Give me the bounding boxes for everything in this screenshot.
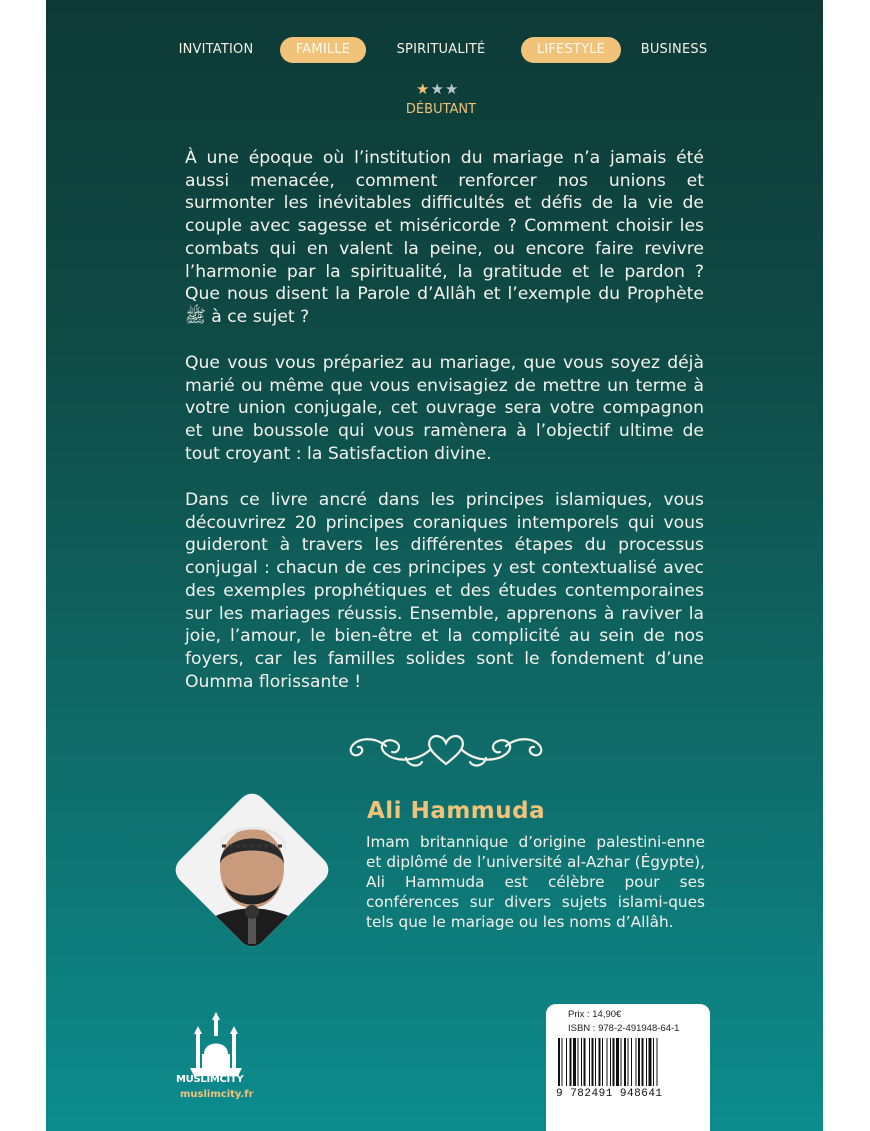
publisher-name: MUSLIMCITY xyxy=(176,1074,244,1085)
description-paragraph-2: Que vous vous prépariez au mariage, que vous soyez déjà marié ou même que vous envisagiez de mettre un terme à votre union conjugale, cet ouvrage sera votre compagnon et une boussole qui vous ramènera à l’objectif ultime de tout croyant : la Satisfaction divine. xyxy=(185,353,704,464)
tag-business: BUSINESS xyxy=(640,42,708,57)
author-name: Ali Hammuda xyxy=(367,798,546,824)
difficulty-stars xyxy=(416,80,470,98)
author-photo xyxy=(170,788,334,952)
author-bio: Imam britannique d’origine palestini-enne et diplômé de l’université al-Azhar (Égypte), Ali Hammuda est célèbre pour ses conférences sur divers sujets islami-ques tels que le mariage ou les noms d’Allâh. xyxy=(366,833,705,931)
tag-spiritualite: SPIRITUALITÉ xyxy=(396,42,486,57)
star-filled-icon: ★ xyxy=(416,80,431,98)
book-back-cover xyxy=(46,0,823,1131)
barcode-digits: 9 782491 948641 xyxy=(556,1088,663,1100)
tag-lifestyle-active: LIFESTYLE xyxy=(521,37,621,63)
star-empty-icon: ★ xyxy=(444,80,460,98)
tag-famille-active: FAMILLE xyxy=(280,37,366,63)
tag-invitation: INVITATION xyxy=(178,42,254,57)
description-paragraph-1: À une époque où l’institution du mariage n’a jamais été aussi menacée, comment renforcer nos unions et surmonter les inévitables difficultés et défis de la vie de couple avec sagesse et miséricorde ? Comment choisir les combats qui en valent la peine, ou encore faire revivre l’harmonie par la spiritualité, la gratitude et le pardon ? Que nous disent la Parole d’Allâh et l’exemple du Prophète ﷺ à ce sujet ? xyxy=(185,148,704,327)
star-empty-icon: ★ xyxy=(430,80,445,98)
difficulty-level: DÉBUTANT xyxy=(405,102,477,117)
description-paragraph-3: Dans ce livre ancré dans les principes islamiques, vous découvrirez 20 principes coraniques intemporels qui vous guideront à travers les différentes étapes du processus conjugal : chacun de ces principes y est contextualisé avec des exemples prophétiques et des études contemporaines sur les mariages réussis. Ensemble, apprenons à raviver la joie, l’amour, le bien-être et la complicité au sein de nos foyers, car les familles solides sont le fondement d’une Oumma florissante ! xyxy=(185,490,704,692)
barcode-box xyxy=(546,1004,710,1131)
category-tags xyxy=(176,37,716,65)
price-label: Prix : 14,90€ xyxy=(568,1009,622,1020)
publisher-url: muslimcity.fr xyxy=(180,1089,254,1100)
barcode-icon xyxy=(556,1038,698,1088)
ornament-divider-icon xyxy=(346,728,546,774)
isbn-label: ISBN : 978-2-491948-64-1 xyxy=(568,1023,680,1034)
